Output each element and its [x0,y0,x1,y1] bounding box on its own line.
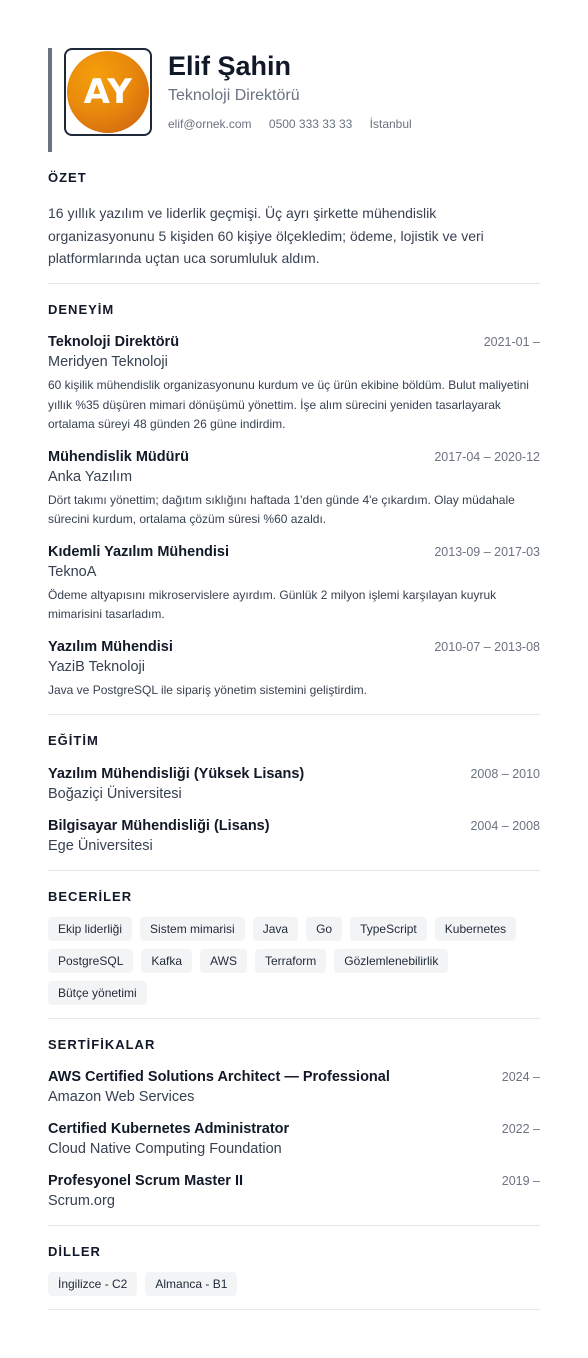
language-tag: İngilizce - C2 [48,1272,137,1296]
education-entry [48,816,540,856]
skill-tag: Sistem mimarisi [140,917,245,941]
section-divider [48,283,540,284]
skill-tag: Java [253,917,298,941]
job-description: Java ve PostgreSQL ile sipariş yönetim sistemini geliştirdim. [48,682,368,697]
school-name: Boğaziçi Üniversitesi [48,786,182,802]
language-tag: Almanca - B1 [145,1272,237,1296]
skill-tag: Ekip liderliği [48,917,132,941]
company-name: TeknoA [48,563,97,580]
experience-section [48,302,540,700]
experience-entry [48,542,540,625]
experience-heading: DENEYİM [48,302,115,317]
email-link[interactable]: elif@ornek.com [168,117,252,131]
certification-issuer: Cloud Native Computing Foundation [48,1141,282,1157]
certification-issuer: Amazon Web Services [48,1089,195,1105]
languages-heading: DİLLER [48,1244,101,1259]
skill-tag: Kafka [141,949,192,973]
certification-dates: 2024 – [501,1070,540,1084]
job-description: Dört takımı yönettim; dağıtım sıklığını haftada 1'den günde 4'e çıkardım. Olay müdahale sürecini kurdum, ortalama çözüm süresi %60 azaldı. [48,492,515,526]
skills-section [48,889,540,1005]
job-title: Yazılım Mühendisi [48,638,173,655]
job-dates: 2021-01 – [483,335,540,349]
education-dates: 2008 – 2010 [470,767,540,781]
section-divider [48,1018,540,1019]
certification-dates: 2019 – [501,1174,540,1188]
skills-heading: BECERİLER [48,889,133,904]
section-divider [48,870,540,871]
avatar [64,48,152,136]
company-name: Anka Yazılım [48,468,133,485]
section-divider [48,1309,540,1310]
skill-tag: AWS [200,949,247,973]
summary-text: 16 yıllık yazılım ve liderlik geçmişi. Üç ayrı şirkette mühendislik organizasyonunu 5 kişiden 60 kişiye ölçekledim; ödeme, lojistik ve veri platformlarında uçtan uca sorumluluk aldım. [48,205,484,266]
languages-list [48,1272,540,1296]
experience-entry [48,447,540,530]
section-divider [48,1225,540,1226]
job-description: 60 kişilik mühendislik organizasyonunu kurdum ve üç ürün ekibine böldüm. Bulut maliyetini yıllık %35 düşüren mimari dönüşümü yönettim. İşe alım sürecini yeniden tasarlayarak ortalama süreyi 48 günden 26 güne indirdim. [48,378,529,431]
summary-heading: ÖZET [48,170,87,185]
avatar-initials: AY [67,51,149,133]
languages-section [48,1244,540,1296]
person-name: Elif Şahin [168,51,292,81]
resume-header [48,48,544,152]
skill-tag: TypeScript [350,917,427,941]
education-heading: EĞİTİM [48,733,99,748]
skills-list [48,917,540,1005]
section-divider [48,714,540,715]
certification-entry [48,1119,540,1159]
contact-info [168,116,426,132]
skill-tag: Go [306,917,342,941]
skill-tag: Terraform [255,949,326,973]
company-name: Meridyen Teknoloji [48,354,168,370]
degree-title: Bilgisayar Mühendisliği (Lisans) [48,818,270,834]
skill-tag: PostgreSQL [48,949,133,973]
certification-title: Certified Kubernetes Administrator [48,1121,290,1137]
phone-link[interactable]: 0500 333 33 33 [268,117,353,131]
job-description: Ödeme altyapısını mikroservislere ayırdım. Günlük 2 milyon işlemi karşılayan kuyruk mimarisini tasarladım. [48,587,497,621]
school-name: Ege Üniversitesi [48,838,153,854]
certification-issuer: Scrum.org [48,1193,115,1209]
job-dates: 2013-09 – 2017-03 [434,544,540,559]
certification-entry [48,1171,540,1211]
summary-section [48,170,540,270]
job-title: Kıdemli Yazılım Mühendisi [48,543,230,560]
certification-title: AWS Certified Solutions Architect — Professional [48,1069,390,1085]
experience-entry [48,332,540,435]
person-title: Teknoloji Direktörü [168,87,300,104]
job-dates: 2017-04 – 2020-12 [434,449,540,464]
location-text: İstanbul [369,117,412,131]
education-entry [48,764,540,804]
skill-tag: Bütçe yönetimi [48,981,147,1005]
degree-title: Yazılım Mühendisliği (Yüksek Lisans) [48,766,305,782]
certifications-heading: SERTİFİKALAR [48,1037,156,1052]
certification-title: Profesyonel Scrum Master II [48,1173,244,1189]
education-section [48,733,540,856]
certifications-section [48,1037,540,1211]
company-name: YaziB Teknoloji [48,658,145,675]
education-dates: 2004 – 2008 [470,819,540,833]
job-dates: 2010-07 – 2013-08 [434,639,540,654]
experience-entry [48,637,540,701]
certification-entry [48,1067,540,1107]
job-title: Mühendislik Müdürü [48,448,189,465]
certification-dates: 2022 – [501,1122,540,1136]
skill-tag: Gözlemlenebilirlik [334,949,448,973]
skill-tag: Kubernetes [435,917,516,941]
job-title: Teknoloji Direktörü [48,334,180,350]
